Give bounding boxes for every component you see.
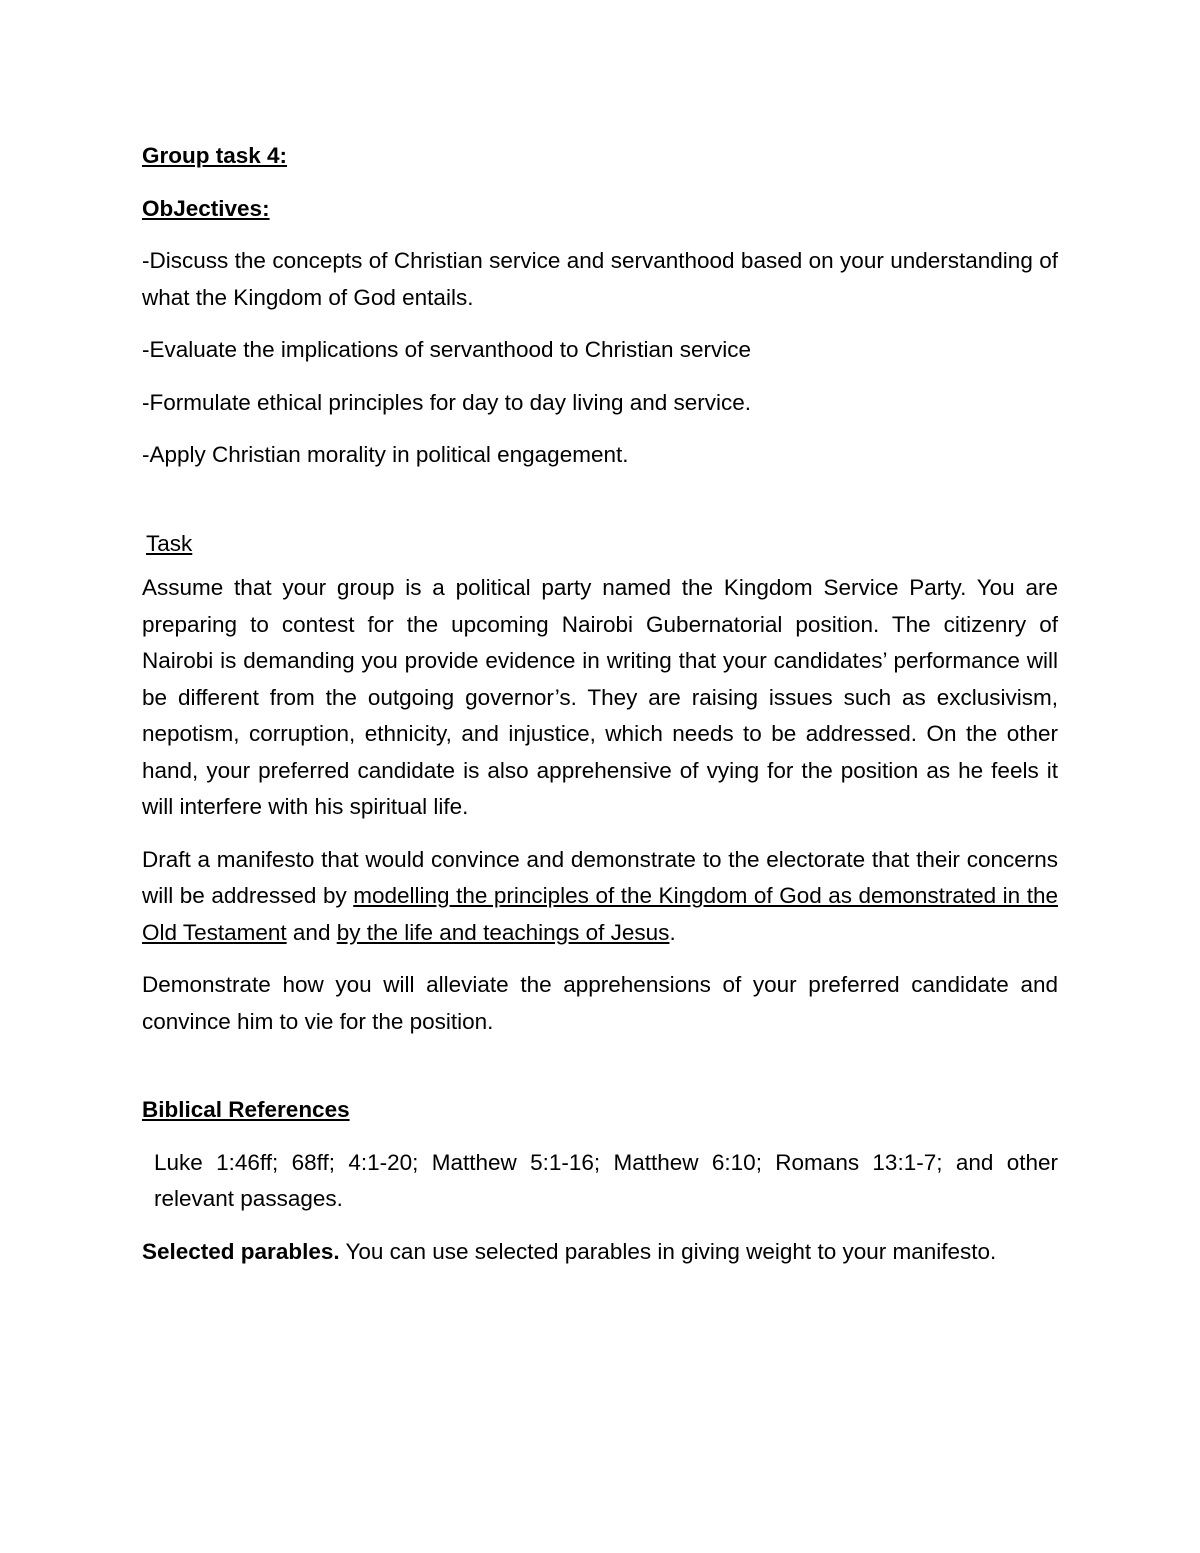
selected-parables-text: You can use selected parables in giving weight to your manifesto. [339,1238,997,1264]
kingdom-principles-underlined: modelling the principles of the Kingdom of God as demonstrated in the Old Testament [142,883,1058,945]
selected-parables-label: Selected parables. [142,1238,340,1264]
task-heading: Task [146,530,193,556]
objective-item: -Discuss the concepts of Christian service and servanthood based on your understanding of what the Kingdom of God entails. [142,248,1058,310]
objective-item: -Evaluate the implications of servanthood to Christian service [142,337,752,362]
task-paragraph-candidate: Demonstrate how you will alleviate the apprehensions of your preferred candidate and convince him to vie for the position. [142,972,1058,1034]
biblical-passages: Luke 1:46ff; 68ff; 4:1-20; Matthew 5:1-16; Matthew 6:10; Romans 13:1-7; and other relevant passages. [154,1149,1058,1211]
task-paragraph-scenario: Assume that your group is a political party named the Kingdom Service Party. You are preparing to contest for the upcoming Nairobi Gubernatorial position. The citizenry of Nairobi is demanding you provide evidence in writing that your candidates’ performance will be different from the outgoing governor’s. They are raising issues such as exclusivism, nepotism, corruption, ethnicity, and injustice, which needs to be addressed. On the other hand, your preferred candidate is also apprehensive of vying for the position as he feels it will interfere with his spiritual life. [142,575,1058,819]
manifesto-end-text: . [669,919,676,945]
section-spacer [142,490,1058,526]
objective-item: -Formulate ethical principles for day to day living and service. [142,389,752,415]
section-spacer [142,1056,1058,1092]
manifesto-mid-text: and [286,919,337,945]
document-page [142,138,1058,1286]
group-task-title: Group task 4: [142,143,288,168]
objectives-heading: ObJectives: [142,195,270,221]
jesus-teachings-underlined: by the life and teachings of Jesus [336,919,670,945]
biblical-references-heading: Biblical References [142,1097,350,1122]
task-paragraph-manifesto [142,842,1058,952]
objective-item: -Apply Christian morality in political engagement. [142,442,629,467]
manifesto-lead-text: Draft a manifesto that would convince and demonstrate to the electorate that their concerns will be addressed by [142,846,1058,908]
selected-parables-paragraph [142,1234,1058,1271]
